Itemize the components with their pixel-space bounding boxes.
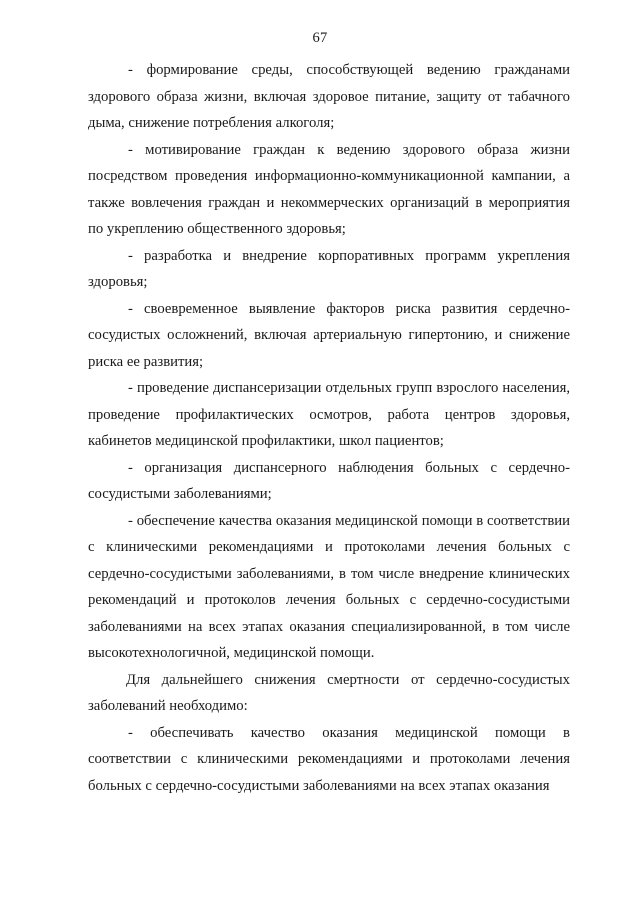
list-item-risk-detection: - своевременное выявление факторов риска развития сердечно-сосудистых осложнений, включая артериальную гипертонию, и снижение риска ее развития;	[88, 300, 570, 370]
list-item-ensure-quality: - обеспечивать качество оказания медицинской помощи в соответствии с клиническими рекомендациями и протоколами лечения больных с сердечно-сосудистыми заболеваниями на всех этапах оказания	[88, 724, 570, 794]
page-body	[88, 57, 570, 799]
intro-paragraph: Для дальнейшего снижения смертности от сердечно-сосудистых заболеваний необходимо:	[88, 671, 570, 714]
list-item-dispensary-observation: - организация диспансерного наблюдения больных с сердечно-сосудистыми заболеваниями;	[88, 459, 570, 502]
list-item-motivation: - мотивирование граждан к ведению здорового образа жизни посредством проведения информационно-коммуникационной кампании, а также вовлечения граждан и некоммерческих организаций в мероприятия по укреплению общественного здоровья;	[88, 141, 570, 237]
page-number: 67	[312, 30, 328, 46]
list-item-corporate-programs: - разработка и внедрение корпоративных программ укрепления здоровья;	[88, 247, 570, 290]
list-item-quality-assurance: - обеспечение качества оказания медицинской помощи в соответствии с клиническими рекомендациями и протоколами лечения больных с сердечно-сосудистыми заболеваниями, в том числе внедрение клинических рекомендаций и протоколов лечения больных с сердечно-сосудистыми заболеваниями на всех этапах оказания специализированной, в том числе высокотехнологичной, медицинской помощи.	[88, 512, 570, 661]
list-item-screening: - проведение диспансеризации отдельных групп взрослого населения, проведение профилактических осмотров, работа центров здоровья, кабинетов медицинской профилактики, школ пациентов;	[88, 380, 570, 449]
list-item-environment: - формирование среды, способствующей ведению гражданами здорового образа жизни, включая здоровое питание, защиту от табачного дыма, снижение потребления алкоголя;	[88, 62, 570, 131]
